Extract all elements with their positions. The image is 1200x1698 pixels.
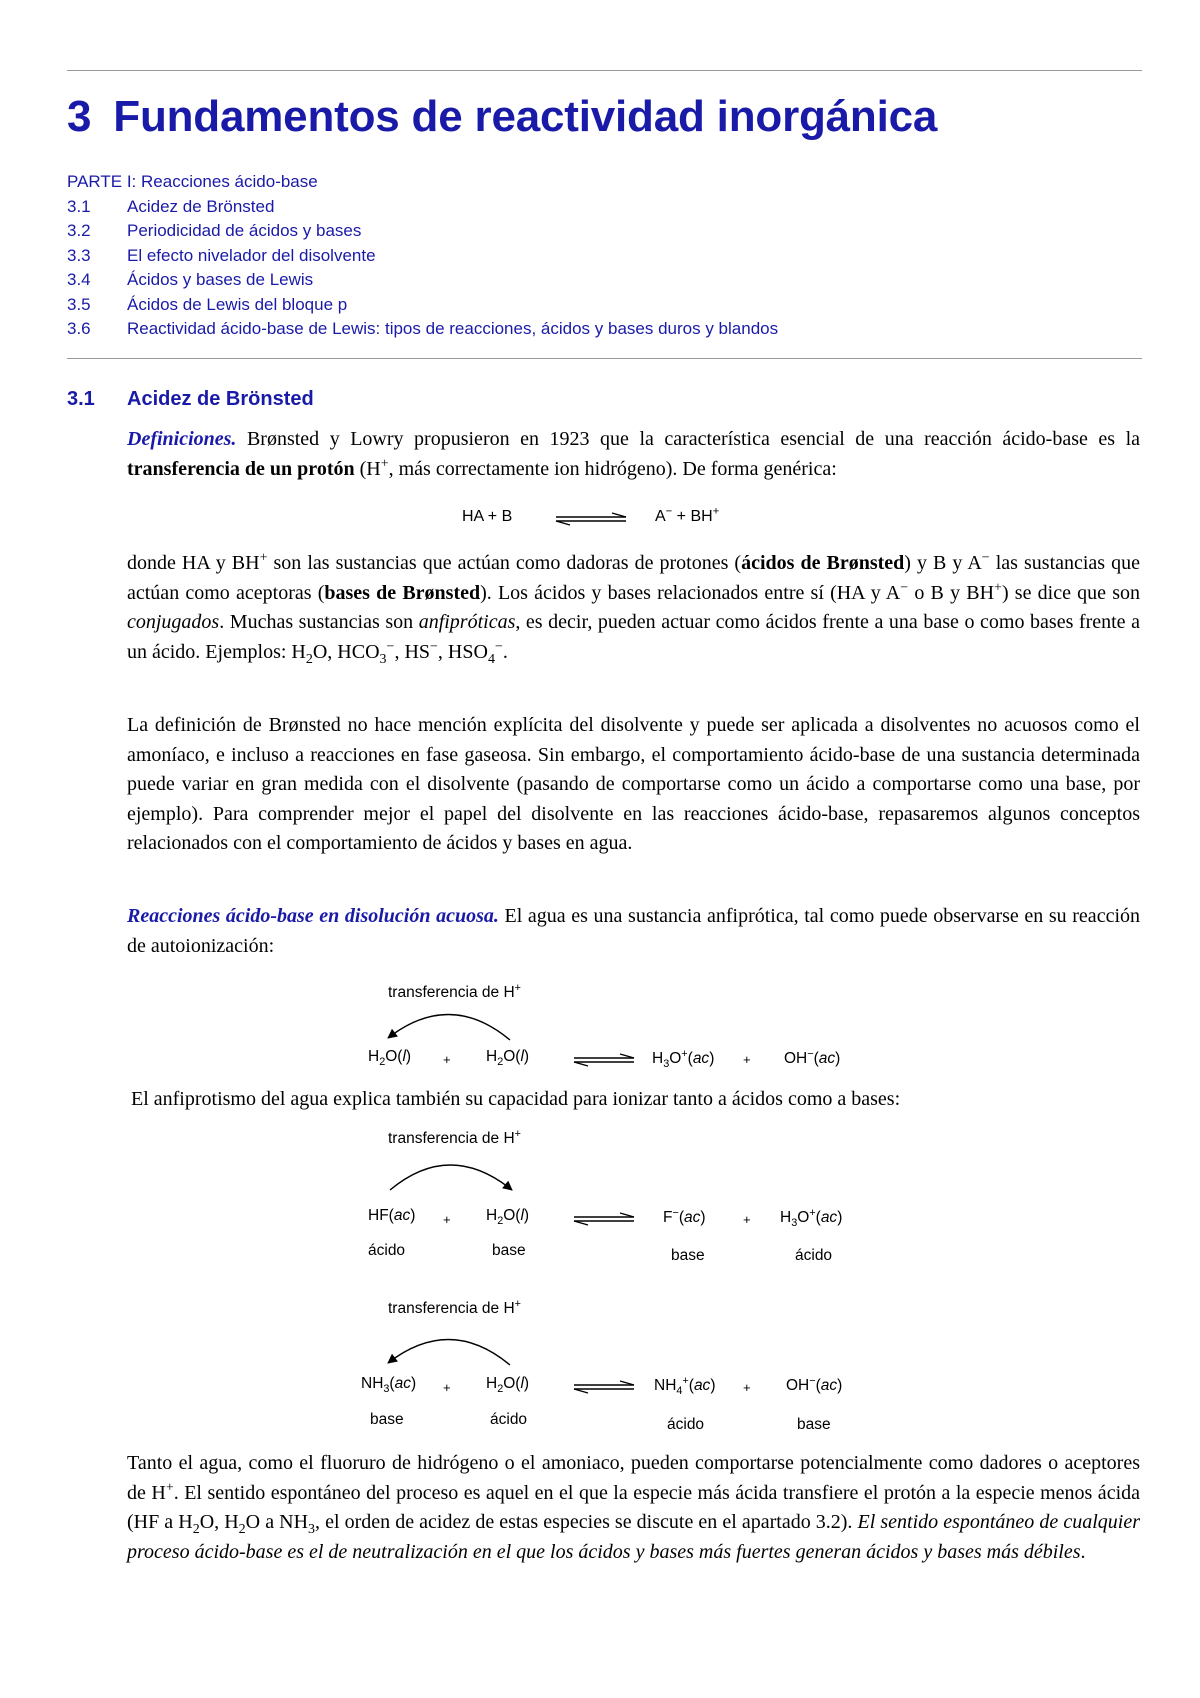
text: ) <box>405 1048 412 1065</box>
text: ( <box>813 1050 819 1067</box>
r3-plus: + <box>743 1380 751 1395</box>
text: H <box>486 1375 498 1392</box>
superscript: + <box>514 981 521 994</box>
text: ( <box>815 1209 821 1226</box>
r2-species-d <box>780 1206 843 1230</box>
toc-item[interactable] <box>67 317 778 342</box>
text: , el orden de acidez de estas especies se discute en el apartado 3.2). <box>315 1511 858 1533</box>
text: O a NH <box>245 1511 309 1533</box>
superscript: + <box>165 1479 174 1495</box>
subscript: 3 <box>383 1383 390 1396</box>
paragraph-definitions <box>127 425 1140 484</box>
text: , más correctamente ion hidrógeno). De forma genérica: <box>388 457 837 480</box>
text: O( <box>503 1048 521 1065</box>
text: H <box>780 1209 792 1226</box>
text: HF( <box>368 1207 394 1224</box>
toc-item-number: 3.6 <box>67 319 91 338</box>
italic-term: anfipróticas <box>418 611 516 633</box>
text: ) se dice que son <box>1001 581 1141 604</box>
chapter-number: 3 <box>67 92 92 141</box>
chapter-title-text: Fundamentos de reactividad inorgánica <box>113 92 938 141</box>
text: , es decir, pueden actuar como ácidos frente a una base o como bases frente a un ácido. Ejemplos: H <box>127 611 1140 663</box>
r1-species-a <box>368 1048 412 1069</box>
r2-role-c: base <box>671 1247 705 1264</box>
superscript: − <box>430 638 438 654</box>
text: . Muchas sustancias son <box>219 611 419 633</box>
italic: ac <box>683 1209 701 1226</box>
paragraph-amphiprotism: El anfiprotismo del agua explica también su capacidad para ionizar tanto a ácidos como a bases: <box>131 1088 901 1110</box>
text: ) <box>837 1209 843 1226</box>
italic-conclusion: El sentido espontáneo de cualquier proceso ácido-base es el de neutralización en el que los ácidos y bases más fuertes generan ácidos y bases más débiles <box>127 1511 1140 1563</box>
toc-item-label: Ácidos y bases de Lewis <box>127 270 314 289</box>
text: ( <box>389 1375 395 1392</box>
section-heading <box>67 388 314 411</box>
text: ) <box>700 1209 706 1226</box>
toc-item[interactable] <box>67 293 778 318</box>
text: El agua es una sustancia anfiprótica, tal como puede observarse en su reacción de autoionización: <box>127 905 1140 957</box>
equilibrium-arrow-icon <box>574 1381 634 1393</box>
curved-arrow-icon <box>388 1014 510 1040</box>
text: (H <box>354 457 381 480</box>
superscript: + <box>994 579 1002 595</box>
toc-item-label: El efecto nivelador del disolvente <box>127 245 376 265</box>
r2-species-b <box>486 1207 530 1228</box>
r2-species-a <box>368 1207 415 1225</box>
r2-plus: + <box>743 1212 751 1227</box>
r2-plus: + <box>443 1212 451 1227</box>
superscript: + <box>682 1374 689 1387</box>
paragraph-conjugates <box>127 549 1140 667</box>
r3-role-c: ácido <box>667 1416 705 1433</box>
italic: ac <box>693 1377 711 1394</box>
subscript: 3 <box>308 1522 316 1537</box>
subscript: 3 <box>791 1217 798 1230</box>
equation-generic <box>462 508 512 526</box>
curved-arrow-icon <box>388 1339 510 1365</box>
section-title: Acidez de Brönsted <box>127 388 314 410</box>
equilibrium-arrow-icon <box>574 1054 634 1066</box>
text: H <box>486 1207 498 1224</box>
superscript: + <box>259 550 268 566</box>
text: ( <box>678 1209 684 1226</box>
r3-plus: + <box>443 1380 451 1395</box>
text: , HS <box>394 640 431 663</box>
italic: l <box>520 1048 524 1065</box>
toc-item-label: Acidez de Brönsted <box>127 196 275 216</box>
text: F <box>663 1209 673 1226</box>
text: ) <box>410 1207 416 1224</box>
paragraph-spontaneous <box>127 1449 1140 1567</box>
superscript: − <box>809 1374 816 1387</box>
text: donde HA y BH <box>127 552 260 574</box>
text: . <box>502 640 508 663</box>
lead-definitions: Definiciones. <box>127 428 237 450</box>
superscript: + <box>712 505 720 518</box>
paragraph-solvent: La definición de Brønsted no hace mención explícita del disolvente y puede ser aplicada a disolventes no acuosos como el amoníaco, e incluso a reacciones en fase gaseosa. Sin embargo, el comportamiento ácido-base de una sustancia determinada puede variar en gran medida con el disolvente (pasando de comportarse como un ácido a comportarse como una base, por ejemplo). Para comprender mejor el papel del disolvente en las reacciones ácido-base, repasaremos algunos conceptos relacionados con el comportamiento de ácidos y bases en agua. <box>127 714 1140 854</box>
superscript: − <box>981 550 990 566</box>
text: . <box>1080 1540 1086 1563</box>
subscript: 2 <box>497 1383 504 1396</box>
r2-role-a: ácido <box>368 1242 406 1259</box>
lead-aqueous: Reacciones ácido-base en disolución acuosa. <box>127 905 499 927</box>
r2-role-d: ácido <box>795 1247 833 1264</box>
text: ) <box>710 1377 716 1394</box>
text: A <box>655 508 666 525</box>
r3-role-b: ácido <box>490 1411 528 1428</box>
r3-species-a <box>361 1375 417 1396</box>
text: OH <box>784 1050 808 1067</box>
italic: l <box>402 1048 406 1065</box>
text: ) <box>523 1048 530 1065</box>
toc-item-number: 3.3 <box>67 245 91 265</box>
equation-reactants: HA + B <box>462 508 513 525</box>
text: transferencia de H <box>388 1130 515 1147</box>
text: ). Los ácidos y bases relacionados entre sí (HA y A <box>480 581 901 604</box>
toc-item[interactable] <box>67 219 778 244</box>
text: . El sentido espontáneo del proceso es aquel en el que la especie más ácida transfiere el protón a la especie menos ácida (HF a H <box>127 1481 1140 1533</box>
text: Tanto el agua, como el fluoruro de hidrógeno o el amoniaco, pueden comportarse potencialmente como dadores o aceptores de H <box>127 1452 1140 1504</box>
bold-term: transferencia de un protón <box>127 457 355 480</box>
toc-item[interactable] <box>67 195 778 220</box>
text: ) <box>410 1375 417 1392</box>
text: H <box>652 1050 664 1067</box>
equilibrium-arrow-icon <box>556 513 626 525</box>
text: H <box>368 1048 380 1065</box>
italic: ac <box>818 1050 836 1067</box>
text: o B y BH <box>908 581 995 604</box>
text: O( <box>503 1375 521 1392</box>
bold-term: bases de Brønsted <box>324 581 481 604</box>
subscript: 2 <box>238 1522 246 1537</box>
table-of-contents <box>67 170 778 342</box>
subscript: 4 <box>676 1385 683 1398</box>
text: O( <box>503 1207 521 1224</box>
text: , HSO <box>437 640 488 663</box>
toc-item-label: Ácidos de Lewis del bloque p <box>127 294 348 314</box>
toc-item-number: 3.4 <box>67 270 91 289</box>
superscript: − <box>665 505 673 518</box>
scheme1-label <box>388 981 521 1002</box>
text: NH <box>361 1375 384 1392</box>
toc-item[interactable] <box>67 268 778 293</box>
superscript: − <box>494 638 503 654</box>
curved-arrow-icon <box>390 1165 512 1190</box>
equation-products <box>655 505 720 526</box>
italic: l <box>520 1375 524 1392</box>
subscript: 3 <box>663 1058 670 1071</box>
superscript: − <box>807 1047 814 1060</box>
scheme3-label <box>388 1297 521 1318</box>
toc-item-label: Periodicidad de ácidos y bases <box>127 221 362 240</box>
text: H <box>486 1048 498 1065</box>
subscript: 4 <box>487 651 495 667</box>
r2-role-b: base <box>492 1242 526 1259</box>
text: OH <box>786 1377 810 1394</box>
text: ) <box>523 1375 530 1392</box>
italic: ac <box>820 1377 838 1394</box>
chapter-title <box>67 92 937 142</box>
toc-rule <box>67 358 1142 359</box>
toc-item[interactable] <box>67 244 778 269</box>
text: ) <box>835 1050 841 1067</box>
toc-item-number: 3.5 <box>67 294 91 314</box>
subscript: 2 <box>305 651 313 667</box>
superscript: − <box>672 1206 679 1219</box>
subscript: 3 <box>379 651 387 667</box>
r3-species-b <box>486 1375 530 1396</box>
superscript: + <box>809 1206 816 1219</box>
italic: l <box>520 1207 524 1224</box>
text: ) y B y A <box>904 552 982 574</box>
text: transferencia de H <box>388 984 515 1001</box>
toc-item-number: 3.1 <box>67 196 91 216</box>
text: O <box>797 1209 810 1226</box>
text: son las sustancias que actúan como dadoras de protones ( <box>267 552 742 574</box>
text: O, HCO <box>312 640 380 663</box>
subscript: 2 <box>379 1056 386 1069</box>
bold-term: ácidos de Brønsted <box>741 552 905 574</box>
toc-item-number: 3.2 <box>67 221 91 240</box>
superscript: + <box>514 1127 521 1140</box>
r1-plus: + <box>743 1052 751 1067</box>
superscript: − <box>900 579 909 595</box>
subscript: 2 <box>192 1522 200 1537</box>
text: O <box>669 1050 682 1067</box>
superscript: + <box>514 1297 521 1310</box>
text: Brønsted y Lowry propusieron en 1923 que la característica esencial de una reacción ácido-base es la <box>236 428 1140 450</box>
italic: ac <box>393 1207 411 1224</box>
toc-item-label: Reactividad ácido-base de Lewis: tipos de reacciones, ácidos y bases duros y blandos <box>127 319 779 338</box>
section-number: 3.1 <box>67 388 95 410</box>
subscript: 2 <box>497 1056 504 1069</box>
r2-species-c <box>663 1206 706 1227</box>
r3-role-a: base <box>370 1411 404 1428</box>
text: ( <box>688 1377 694 1394</box>
r1-species-b <box>486 1048 530 1069</box>
r1-plus: + <box>443 1052 451 1067</box>
superscript: + <box>681 1047 688 1060</box>
italic: ac <box>394 1375 411 1392</box>
r1-species-d <box>784 1047 841 1068</box>
text: NH <box>654 1377 677 1394</box>
r3-role-d: base <box>797 1416 831 1433</box>
top-rule <box>67 70 1142 71</box>
italic-term: conjugados <box>127 611 220 633</box>
text: O, H <box>199 1511 239 1533</box>
italic: ac <box>820 1209 838 1226</box>
text: ) <box>837 1377 843 1394</box>
text: ( <box>687 1050 693 1067</box>
text: ) <box>709 1050 715 1067</box>
text: las sustancias que actúan como aceptoras ( <box>127 552 1141 604</box>
text: O( <box>385 1048 403 1065</box>
superscript: − <box>386 638 395 654</box>
subscript: 2 <box>497 1215 504 1228</box>
r3-species-c <box>654 1374 716 1398</box>
text: transferencia de H <box>388 1300 515 1317</box>
r1-species-c <box>652 1047 715 1071</box>
superscript: + <box>380 455 389 471</box>
paragraph-aqueous <box>127 902 1140 961</box>
toc-part: PARTE I: Reacciones ácido-base <box>67 172 318 191</box>
r3-species-d <box>786 1374 843 1395</box>
italic: ac <box>692 1050 710 1067</box>
scheme2-label <box>388 1127 521 1148</box>
text: + BH <box>672 508 713 525</box>
text: ( <box>815 1377 821 1394</box>
text: ) <box>523 1207 530 1224</box>
equilibrium-arrow-icon <box>574 1213 634 1225</box>
